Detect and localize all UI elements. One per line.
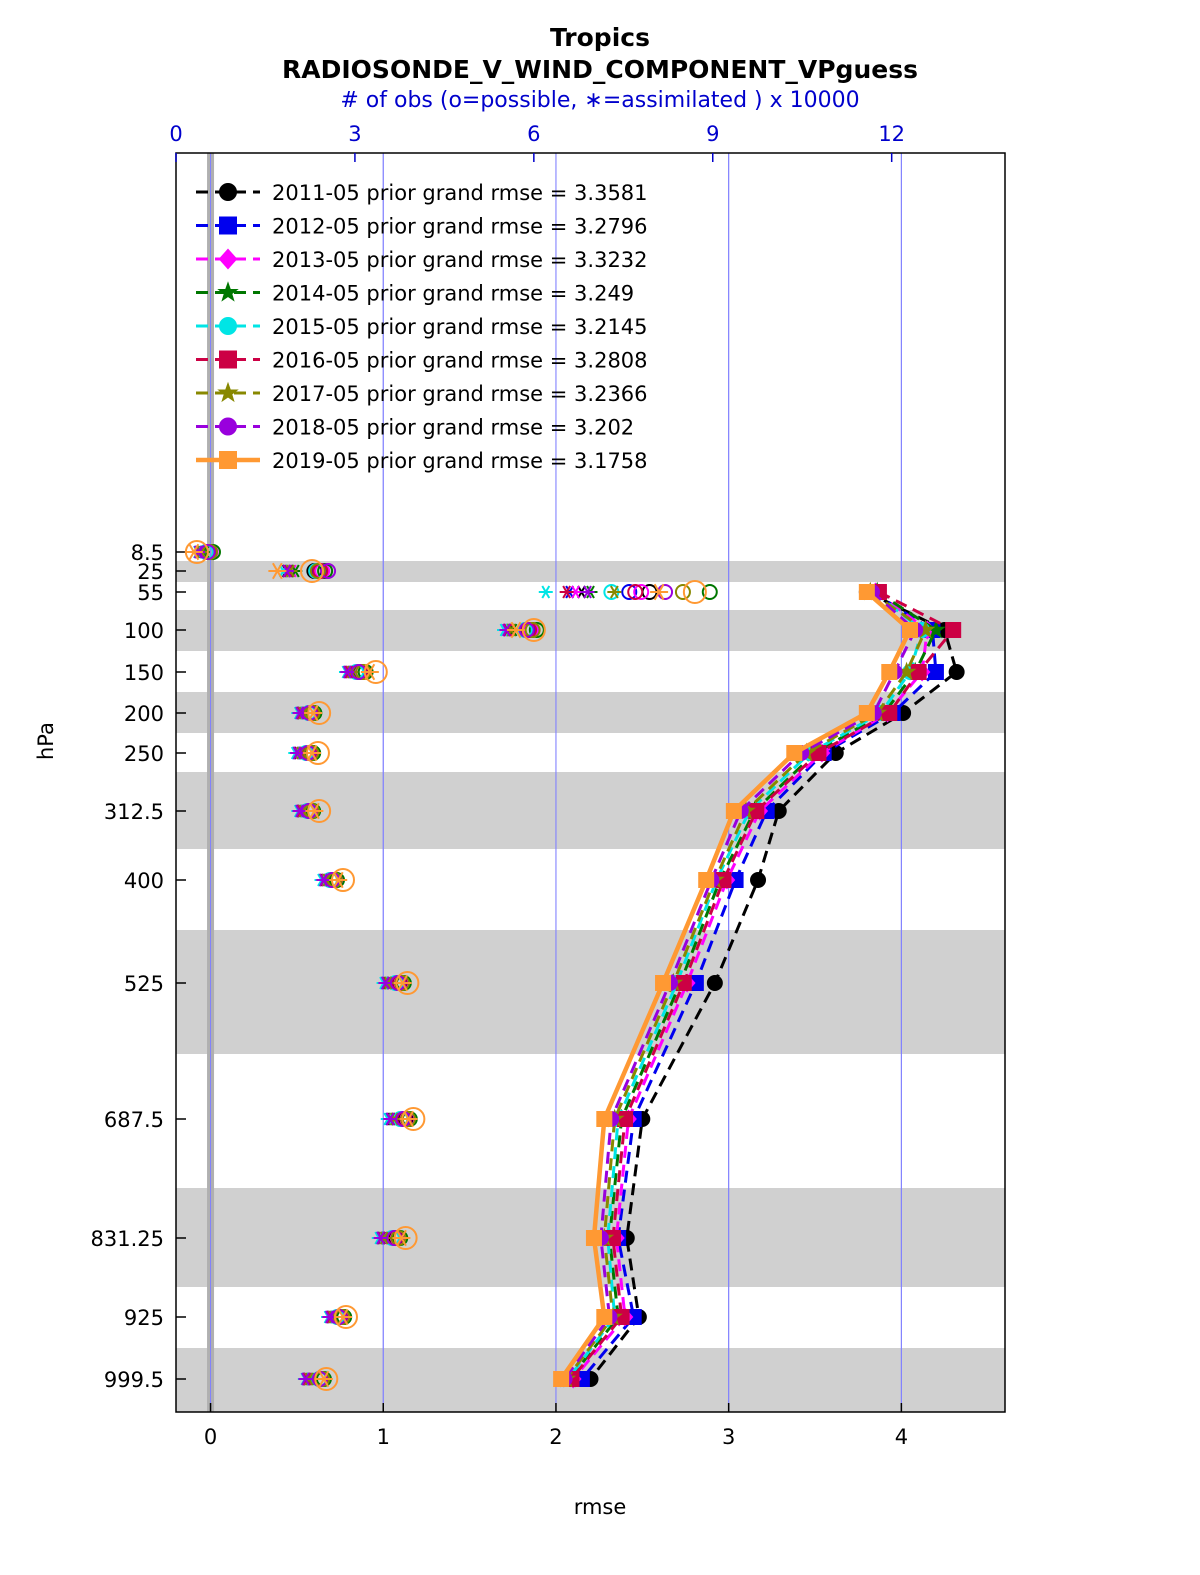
data-marker — [597, 1112, 611, 1126]
x-tick-label: 0 — [203, 1425, 218, 1449]
legend-label: 2016-05 prior grand rmse = 3.2808 — [272, 348, 648, 373]
legend-label: 2017-05 prior grand rmse = 3.2366 — [272, 382, 648, 406]
shaded-band — [176, 930, 1005, 1054]
x-tick-label: 3 — [721, 1425, 736, 1449]
y-tick-label: 687.5 — [103, 1108, 164, 1132]
legend-label: 2019-05 prior grand rmse = 3.1758 — [272, 449, 648, 473]
data-marker — [597, 1310, 611, 1324]
x-top-tick-label: 6 — [527, 122, 541, 146]
y-tick-label: 150 — [123, 661, 164, 685]
chart-title-variable: RADIOSONDE_V_WIND_COMPONENT_VPguess — [282, 55, 918, 84]
data-marker — [220, 318, 236, 334]
data-marker — [220, 419, 236, 435]
data-marker — [220, 184, 236, 200]
data-marker — [699, 873, 713, 887]
data-marker — [219, 384, 236, 400]
y-axis-label: hPa — [34, 722, 58, 760]
data-marker — [220, 452, 236, 468]
data-marker — [912, 665, 926, 679]
data-marker — [727, 804, 741, 818]
y-tick-label: 831.25 — [90, 1227, 164, 1251]
data-marker — [950, 665, 964, 679]
data-marker — [882, 665, 896, 679]
x-top-tick-label: 0 — [169, 122, 183, 146]
data-marker — [656, 976, 670, 990]
data-marker — [860, 585, 874, 599]
y-tick-label: 312.5 — [103, 800, 164, 824]
data-marker — [554, 1372, 568, 1386]
y-tick-label: 25 — [137, 560, 164, 584]
x-axis-label: rmse — [573, 1495, 627, 1519]
data-marker — [220, 218, 236, 234]
x-top-tick-label: 9 — [706, 122, 720, 146]
legend-label: 2012-05 prior grand rmse = 3.2796 — [272, 214, 648, 239]
x-top-tick-label: 3 — [348, 122, 362, 146]
data-marker — [220, 250, 236, 268]
shaded-band — [176, 610, 1005, 651]
data-marker — [882, 706, 896, 720]
y-tick-label: 200 — [123, 702, 164, 726]
data-marker — [946, 623, 960, 637]
data-marker — [787, 746, 801, 760]
y-tick-label: 999.5 — [103, 1368, 164, 1392]
data-marker — [708, 976, 722, 990]
data-marker — [929, 665, 943, 679]
data-marker — [220, 352, 236, 368]
legend-label: 2015-05 prior grand rmse = 3.2145 — [272, 315, 648, 339]
y-tick-label: 250 — [123, 742, 164, 766]
y-tick-label: 100 — [123, 619, 164, 643]
legend-label: 2011-05 prior grand rmse = 3.3581 — [272, 181, 648, 205]
x-tick-label: 4 — [894, 1425, 909, 1449]
legend-label: 2014-05 prior grand rmse = 3.249 — [272, 281, 635, 306]
data-marker — [860, 706, 874, 720]
x-top-tick-label: 12 — [878, 122, 906, 146]
x-tick-label: 2 — [549, 1425, 563, 1449]
data-marker — [903, 623, 917, 637]
x-tick-label: 1 — [376, 1425, 390, 1449]
legend — [196, 181, 648, 473]
data-marker — [219, 284, 236, 300]
legend-label: 2013-05 prior grand rmse = 3.3232 — [272, 248, 648, 272]
data-marker — [587, 1231, 601, 1245]
y-tick-label: 925 — [123, 1306, 164, 1330]
y-tick-label: 525 — [123, 972, 164, 996]
chart-title-obs-axis: # of obs (o=possible, ∗=assimilated ) x 10000 — [340, 88, 860, 113]
y-tick-label: 400 — [123, 869, 164, 893]
legend-label: 2018-05 prior grand rmse = 3.202 — [272, 415, 635, 440]
data-marker — [751, 873, 765, 887]
y-tick-label: 8.5 — [130, 541, 164, 565]
y-tick-label: 55 — [137, 581, 164, 605]
chart-title-region: Tropics — [550, 23, 650, 52]
